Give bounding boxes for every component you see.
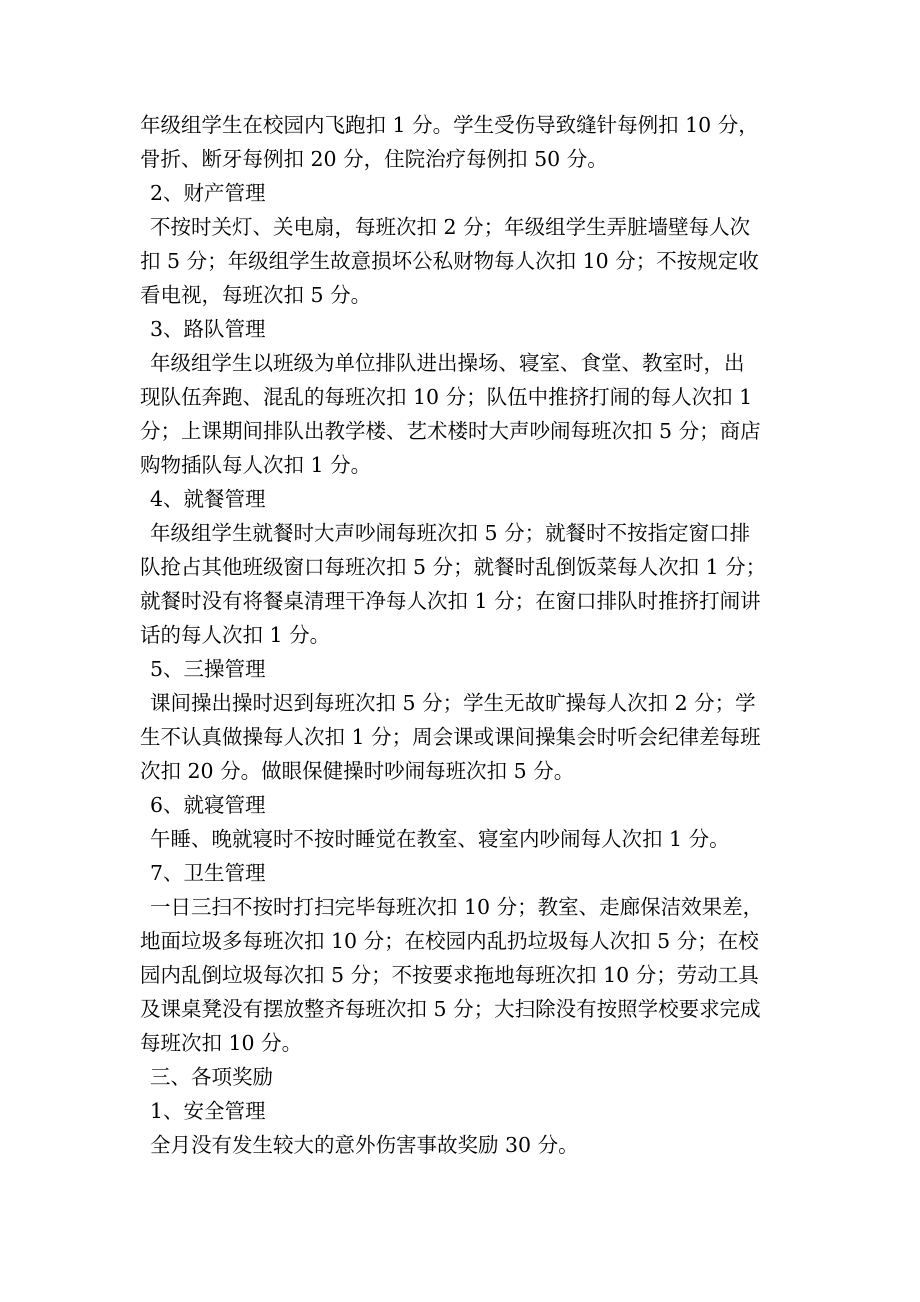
text-line: 分；上课期间排队出教学楼、艺术楼时大声吵闹每班次扣 5 分；商店: [140, 419, 761, 443]
text-line: 队抢占其他班级窗口每班次扣 5 分；就餐时乱倒饭菜每人次扣 1 分；: [140, 555, 767, 579]
text-line: 购物插队每人次扣 1 分。: [140, 453, 372, 477]
paragraph-exercise-management: [140, 686, 790, 788]
document-page: [140, 108, 790, 1162]
paragraph-reward-safety: [140, 1128, 790, 1162]
section-heading: 5、三操管理: [150, 657, 266, 681]
text-line: 看电视，每班次扣 5 分。: [140, 283, 372, 307]
paragraph-property-management: [140, 210, 790, 312]
paragraph-queue-management: [140, 346, 790, 482]
paragraph-dining-management: [140, 516, 790, 652]
heading-hygiene-management: [140, 856, 790, 890]
heading-exercise-management: [140, 652, 790, 686]
text-line: 年级组学生以班级为单位排队进出操场、寝室、食堂、教室时，出: [150, 351, 745, 375]
text-line: 就餐时没有将餐桌清理干净每人次扣 1 分；在窗口排队时推挤打闹讲: [140, 589, 761, 613]
text-line: 及课桌凳没有摆放整齐每班次扣 5 分；大扫除没有按照学校要求完成: [140, 997, 761, 1021]
text-line: 年级组学生就餐时大声吵闹每班次扣 5 分；就餐时不按指定窗口排: [150, 521, 751, 545]
text-line: 扣 5 分；年级组学生故意损坏公私财物每人次扣 10 分；不按规定收: [140, 249, 759, 273]
text-line: 次扣 20 分。做眼保健操时吵闹每班次扣 5 分。: [140, 759, 575, 783]
heading-property-management: [140, 176, 790, 210]
section-heading: 3、路队管理: [150, 317, 266, 341]
text-line: 午睡、晚就寝时不按时睡觉在教室、寝室内吵闹每人次扣 1 分。: [150, 827, 730, 851]
section-heading: 4、就餐管理: [150, 487, 266, 511]
paragraph-sleep-management: [140, 822, 790, 856]
heading-queue-management: [140, 312, 790, 346]
text-line: 每班次扣 10 分。: [140, 1031, 303, 1055]
text-line: 一日三扫不按时打扫完毕每班次扣 10 分；教室、走廊保洁效果差，: [150, 895, 764, 919]
text-line: 生不认真做操每人次扣 1 分；周会课或课间操集会时听会纪律差每班: [140, 725, 761, 749]
section-heading: 7、卫生管理: [150, 861, 266, 885]
heading-rewards: [140, 1060, 790, 1094]
text-line: 话的每人次扣 1 分。: [140, 623, 331, 647]
text-line: 现队伍奔跑、混乱的每班次扣 10 分；队伍中推挤打闹的每人次扣 1: [140, 385, 753, 409]
section-heading: 1、安全管理: [150, 1099, 266, 1123]
text-line: 全月没有发生较大的意外伤害事故奖励 30 分。: [150, 1133, 579, 1157]
paragraph-safety-continued: [140, 108, 790, 176]
heading-dining-management: [140, 482, 790, 516]
paragraph-hygiene-management: [140, 890, 790, 1060]
section-heading: 2、财产管理: [150, 181, 266, 205]
text-line: 园内乱倒垃圾每次扣 5 分；不按要求拖地每班次扣 10 分；劳动工具: [140, 963, 759, 987]
text-line: 骨折、断牙每例扣 20 分，住院治疗每例扣 50 分。: [140, 147, 608, 171]
text-line: 地面垃圾多每班次扣 10 分；在校园内乱扔垃圾每人次扣 5 分；在校: [140, 929, 759, 953]
text-line: 年级组学生在校园内飞跑扣 1 分。学生受伤导致缝针每例扣 10 分，: [140, 113, 759, 137]
heading-sleep-management: [140, 788, 790, 822]
text-line: 课间操出操时迟到每班次扣 5 分；学生无故旷操每人次扣 2 分；学: [150, 691, 756, 715]
heading-reward-safety: [140, 1094, 790, 1128]
section-heading: 6、就寝管理: [150, 793, 266, 817]
section-heading: 三、各项奖励: [150, 1065, 273, 1089]
text-line: 不按时关灯、关电扇，每班次扣 2 分；年级组学生弄脏墙壁每人次: [150, 215, 751, 239]
